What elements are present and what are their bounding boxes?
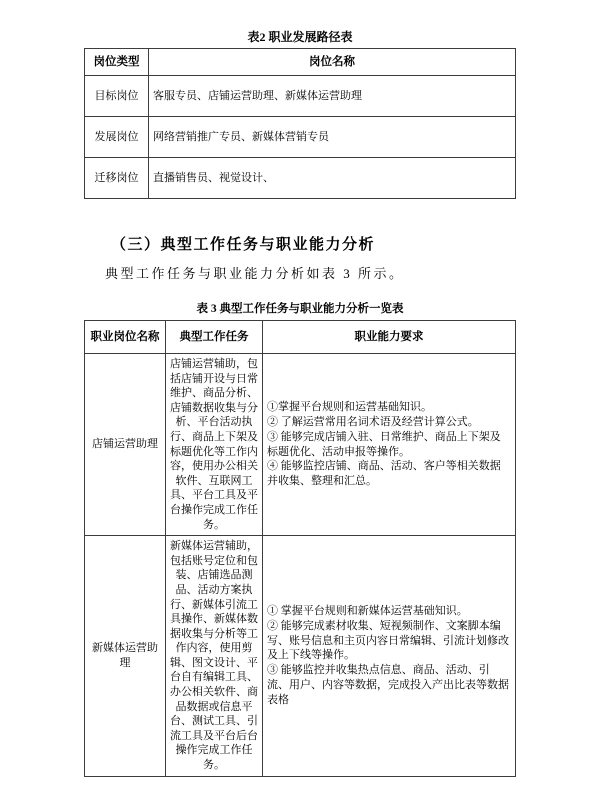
job-position-cell: 新媒体运营助理: [85, 536, 166, 777]
job-position-cell: 店铺运营助理: [85, 354, 166, 536]
table2-caption: 表2 职业发展路径表: [247, 30, 353, 44]
column-header-ability-requirement: 职业能力要求: [263, 321, 516, 354]
ability-requirements-cell: [263, 354, 516, 536]
column-header-job-position: 职业岗位名称: [85, 321, 166, 354]
task-ability-header-row: [85, 321, 516, 354]
column-header-position-type: 岗位类型: [85, 49, 149, 76]
section-heading: （三）典型工作任务与职业能力分析: [111, 237, 376, 253]
table-row: [85, 76, 516, 117]
section-paragraph: 典型工作任务与职业能力分析如表 3 所示。: [105, 266, 405, 281]
table-row: [85, 117, 516, 158]
table-row: [85, 536, 516, 777]
position-type-cell: 发展岗位: [85, 117, 149, 158]
ability-requirements-cell: [263, 536, 516, 777]
ability-item: ③ 能够完成店铺入驻、日常维护、商品上下架及标题优化、活动申报等操作。: [267, 430, 501, 458]
ability-item: ③ 能够监控并收集热点信息、商品、活动、引流、用户、内容等数据，完成投入产出比表等数据表格: [267, 664, 509, 706]
position-names-cell: 客服专员、店铺运营助理、新媒体运营助理: [149, 76, 516, 117]
ability-item: ② 了解运营常用名词术语及经营计算公式。: [267, 415, 479, 428]
position-names-cell: 网络营销推广专员、新媒体营销专员: [149, 117, 516, 158]
table3-caption: 表 3 典型工作任务与职业能力分析一览表: [196, 303, 404, 315]
column-header-typical-task: 典型工作任务: [166, 321, 263, 354]
position-names-cell: 直播销售员、视觉设计、: [149, 158, 516, 199]
ability-item: ① 掌握平台规则和新媒体运营基础知识。: [267, 605, 468, 618]
ability-item: ② 能够完成素材收集、短视频制作、文案脚本编写、账号信息和主页内容日常编辑、引流计划修改及上下线等操作。: [267, 619, 509, 662]
career-path-header-row: [85, 49, 516, 76]
position-type-cell: 目标岗位: [85, 76, 149, 117]
ability-item: ④ 能够监控店铺、商品、活动、客户等相关数据并收集、整理和汇总。: [267, 460, 501, 488]
typical-task-cell: 店铺运营辅助，包括店铺开设与日常维护、商品分析、店铺数据收集与分析、平台活动执行、商品上下架及标题优化等工作内容，使用办公相关软件、互联网工具、平台工具及平台操作完成工作任务。: [166, 354, 263, 536]
table-row: [85, 354, 516, 536]
typical-task-cell: 新媒体运营辅助，包括账号定位和包装、店铺选品测品、活动方案执行、新媒体引流工具操作、新媒体数据收集与分析等工作内容，使用剪辑、图文设计、平台自有编辑工具、办公相关软件、商品数据或信息平台、测试工具、引流工具及平台后台操作完成工作任务。: [166, 536, 263, 777]
task-ability-table: [84, 320, 516, 777]
position-type-cell: 迁移岗位: [85, 158, 149, 199]
career-path-table: [84, 48, 516, 199]
table-row: [85, 158, 516, 199]
document-page: [84, 0, 516, 777]
ability-item: ①掌握平台规则和运营基础知识。: [267, 401, 432, 414]
column-header-position-name: 岗位名称: [149, 49, 516, 76]
